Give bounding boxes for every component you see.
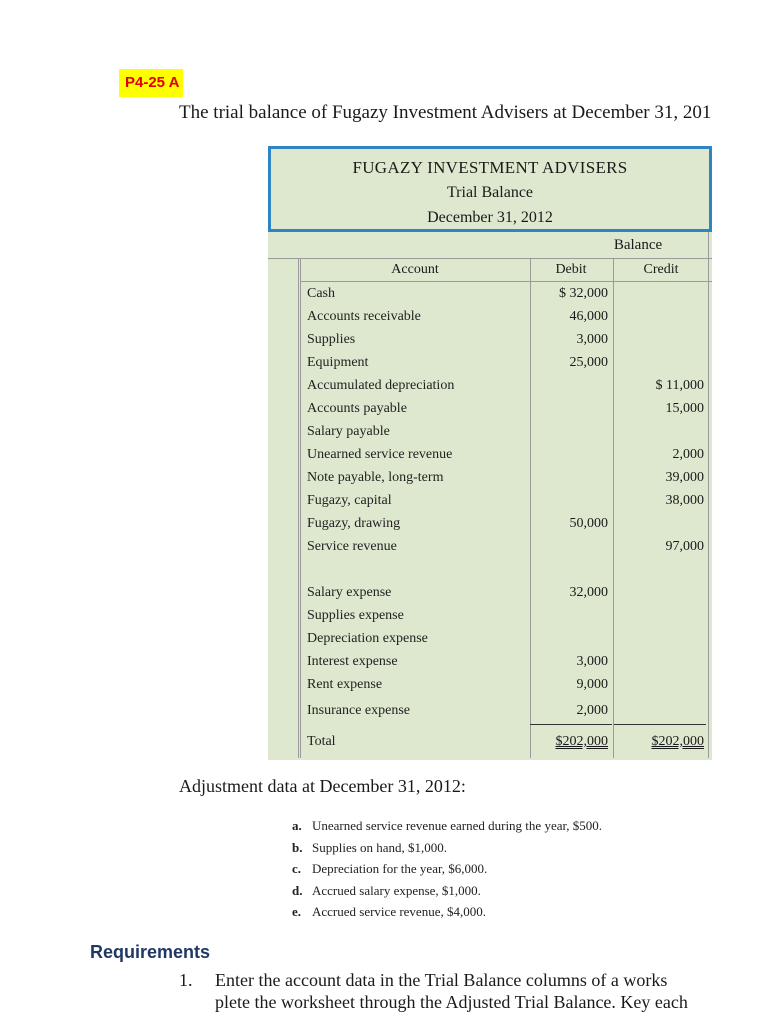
- requirements-title: Requirements: [90, 942, 211, 962]
- table-row: [268, 468, 712, 490]
- account-column-header: Account: [391, 262, 439, 277]
- total-row: [268, 732, 712, 754]
- table-row: [268, 284, 712, 306]
- account-name: Supplies: [307, 332, 356, 347]
- requirement-line-2: plete the worksheet through the Adjusted Trial Balance. Key each: [215, 992, 688, 1012]
- statement-date: December 31, 2012: [427, 209, 553, 226]
- account-name: Insurance expense: [307, 703, 411, 718]
- total-label: Total: [307, 734, 336, 749]
- account-name: Rent expense: [307, 677, 383, 692]
- total-debit: $202,000: [555, 734, 608, 749]
- requirement-number: 1.: [179, 970, 193, 990]
- account-name: Interest expense: [307, 654, 398, 669]
- table-row: [268, 514, 712, 536]
- table-row: [268, 629, 712, 651]
- debit-value: 2,000: [576, 703, 608, 718]
- credit-value: $ 11,000: [655, 378, 704, 393]
- account-name: Equipment: [307, 355, 369, 370]
- table-row: [268, 376, 712, 398]
- table-row: [268, 353, 712, 375]
- adjustment-list: [292, 818, 602, 926]
- account-name: Accumulated depreciation: [307, 378, 455, 393]
- account-name: Salary payable: [307, 424, 390, 439]
- adjustment-item: c. Depreciation for the year, $6,000.: [292, 861, 488, 876]
- total-credit: $202,000: [651, 734, 704, 749]
- debit-value: 3,000: [576, 332, 608, 347]
- table-row: [268, 330, 712, 352]
- credit-column-header: Credit: [643, 262, 679, 277]
- account-name: Salary expense: [307, 585, 392, 600]
- table-row: [268, 583, 712, 605]
- trial-balance-header: [268, 146, 712, 232]
- requirement-line-1: Enter the account data in the Trial Balance columns of a works: [215, 970, 668, 990]
- account-name: Cash: [307, 286, 335, 301]
- adjustment-item: a. Unearned service revenue earned during the year, $500.: [292, 818, 603, 833]
- account-name: Depreciation expense: [307, 631, 428, 646]
- account-name: Fugazy, capital: [307, 493, 392, 508]
- credit-value: 39,000: [665, 470, 704, 485]
- adjustment-title: Adjustment data at December 31, 2012:: [179, 776, 466, 796]
- balance-header: Balance: [613, 237, 663, 253]
- table-row: [268, 606, 712, 628]
- credit-value: 97,000: [665, 539, 704, 554]
- table-row: [268, 652, 712, 674]
- trial-balance-table: [268, 146, 712, 760]
- account-name: Note payable, long-term: [307, 470, 444, 485]
- credit-value: 38,000: [665, 493, 704, 508]
- account-name: Accounts receivable: [307, 309, 421, 324]
- debit-value: $ 32,000: [559, 286, 608, 301]
- table-row: [268, 445, 712, 467]
- debit-value: 50,000: [569, 516, 608, 531]
- credit-value: 15,000: [665, 401, 704, 416]
- statement-title: Trial Balance: [446, 184, 534, 201]
- debit-column-header: Debit: [555, 262, 587, 277]
- debit-value: 9,000: [576, 677, 608, 692]
- adjustment-item: e. Accrued service revenue, $4,000.: [292, 904, 486, 919]
- account-name: Unearned service revenue: [307, 447, 453, 462]
- table-row: [268, 422, 712, 444]
- problem-label: P4-25 A: [119, 69, 183, 97]
- account-name: Service revenue: [307, 539, 397, 554]
- adjustment-item: b. Supplies on hand, $1,000.: [292, 839, 448, 855]
- account-name: Fugazy, drawing: [307, 516, 401, 531]
- debit-value: 46,000: [569, 309, 608, 324]
- credit-value: 2,000: [672, 447, 704, 462]
- table-row: [268, 537, 712, 559]
- table-row: [268, 701, 712, 723]
- account-name: Supplies expense: [307, 608, 404, 623]
- company-name: FUGAZY INVESTMENT ADVISERS: [352, 158, 628, 177]
- account-name: Accounts payable: [307, 401, 407, 416]
- debit-value: 32,000: [569, 585, 608, 600]
- intro-text: The trial balance of Fugazy Investment Advisers at December 31, 201: [179, 102, 712, 123]
- debit-value: 3,000: [576, 654, 608, 669]
- table-row: [268, 307, 712, 329]
- table-row: [268, 675, 712, 697]
- adjustment-item: d. Accrued salary expense, $1,000.: [292, 882, 481, 898]
- table-row: [268, 399, 712, 421]
- table-row: [268, 491, 712, 513]
- debit-value: 25,000: [569, 355, 608, 370]
